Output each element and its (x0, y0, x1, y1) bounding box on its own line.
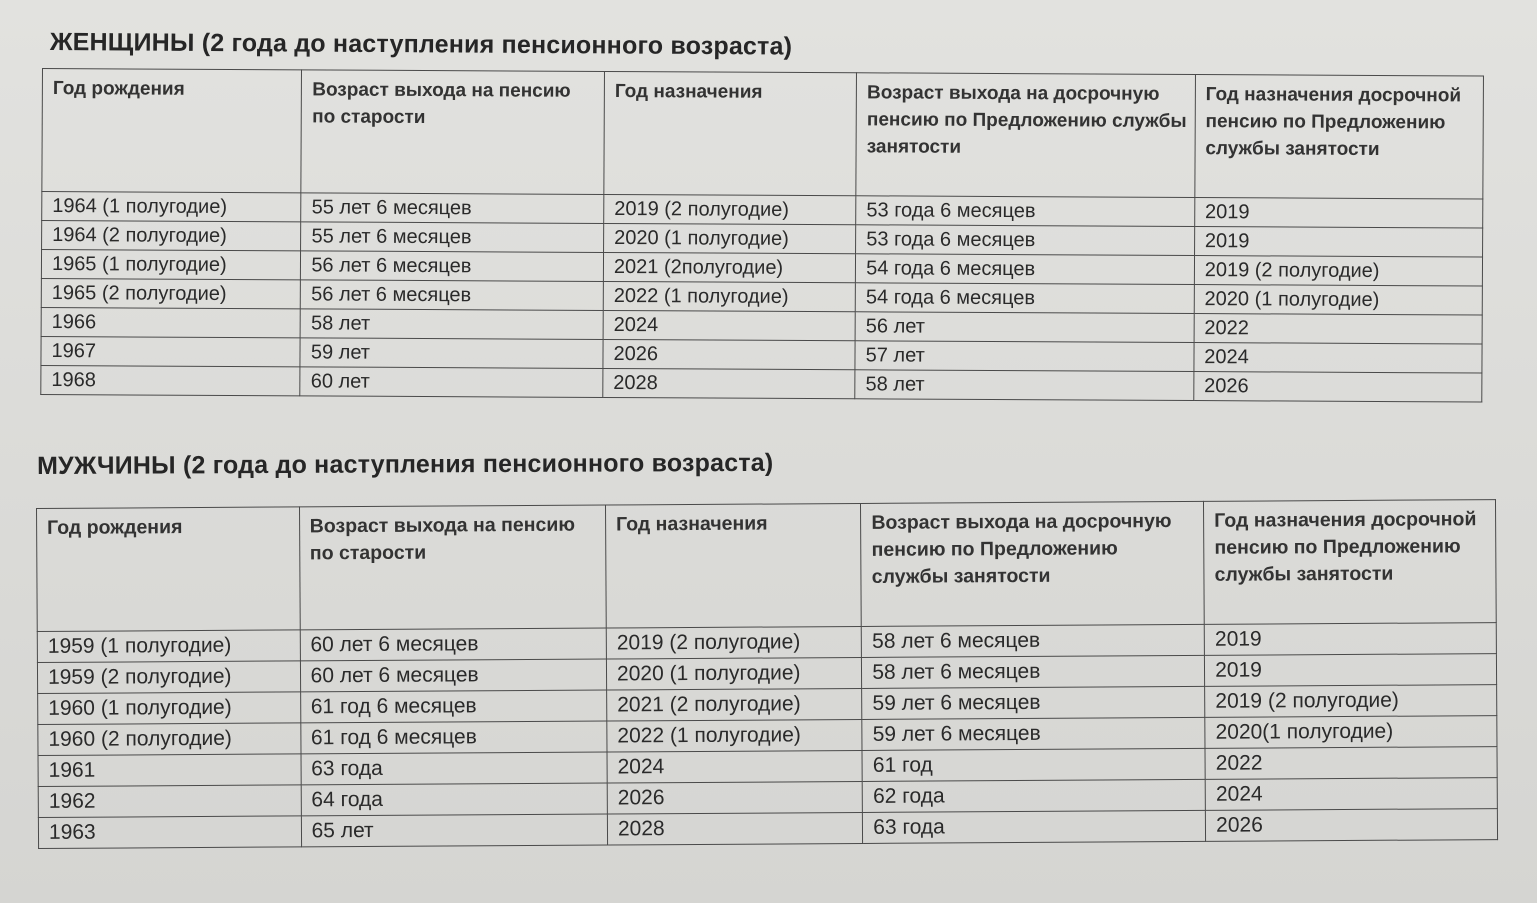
cell-early-retirement-age: 58 лет 6 месяцев (862, 655, 1205, 688)
cell-early-assignment-year: 2020(1 полугодие) (1205, 716, 1497, 749)
women-pension-table (40, 68, 1484, 403)
cell-retirement-age: 59 лет (300, 338, 603, 369)
cell-birth-year: 1959 (1 полугодие) (37, 630, 300, 663)
cell-retirement-age: 60 лет 6 месяцев (300, 659, 607, 692)
cell-early-retirement-age: 53 года 6 месяцев (856, 225, 1195, 256)
cell-early-assignment-year: 2024 (1194, 343, 1482, 374)
cell-early-retirement-age: 59 лет 6 месяцев (862, 686, 1205, 719)
cell-assignment-year: 2019 (2 полугодие) (606, 626, 861, 659)
cell-early-retirement-age: 59 лет 6 месяцев (862, 717, 1205, 750)
cell-early-retirement-age: 58 лет 6 месяцев (862, 624, 1205, 657)
cell-retirement-age: 64 года (301, 783, 608, 816)
cell-early-assignment-year: 2019 (2 полугодие) (1205, 685, 1497, 718)
cell-birth-year: 1966 (41, 307, 301, 337)
cell-early-retirement-age: 53 года 6 месяцев (856, 196, 1195, 227)
cell-retirement-age: 56 лет 6 месяцев (301, 251, 604, 282)
cell-early-assignment-year: 2019 (1205, 654, 1497, 687)
cell-birth-year: 1959 (2 полугодие) (37, 661, 300, 694)
cell-early-retirement-age: 58 лет (855, 370, 1194, 401)
cell-birth-year: 1964 (1 полугодие) (42, 192, 302, 222)
cell-early-assignment-year: 2026 (1194, 372, 1482, 403)
cell-birth-year: 1968 (41, 365, 301, 395)
cell-assignment-year: 2021 (2полугодие) (603, 252, 855, 282)
table-row (41, 365, 1482, 402)
cell-retirement-age: 56 лет 6 месяцев (301, 280, 604, 311)
cell-assignment-year: 2019 (2 полугодие) (604, 194, 856, 224)
cell-retirement-age: 61 год 6 месяцев (300, 721, 607, 754)
cell-early-retirement-age: 56 лет (855, 312, 1194, 343)
cell-assignment-year: 2026 (603, 339, 855, 369)
header-early-retirement-age: Возраст выхода на досрочную пенсию по Предложению службы занятости (861, 501, 1205, 626)
cell-assignment-year: 2022 (1 полугодие) (603, 281, 855, 311)
cell-early-assignment-year: 2019 (1204, 623, 1496, 656)
cell-retirement-age: 55 лет 6 месяцев (301, 193, 604, 224)
cell-birth-year: 1964 (2 полугодие) (42, 221, 302, 251)
cell-retirement-age: 58 лет (300, 309, 603, 340)
cell-birth-year: 1962 (38, 785, 301, 818)
cell-retirement-age: 60 лет (300, 367, 603, 398)
cell-early-assignment-year: 2024 (1205, 778, 1497, 811)
cell-assignment-year: 2020 (1 полугодие) (606, 657, 861, 690)
cell-early-assignment-year: 2019 (1194, 227, 1482, 258)
cell-birth-year: 1960 (2 полугодие) (38, 723, 301, 756)
cell-assignment-year: 2024 (607, 750, 862, 783)
header-assignment-year: Год назначения (604, 71, 857, 195)
cell-early-assignment-year: 2020 (1 полугодие) (1194, 285, 1482, 316)
cell-early-retirement-age: 61 год (862, 748, 1205, 781)
cell-retirement-age: 61 год 6 месяцев (300, 690, 607, 723)
cell-early-assignment-year: 2019 (2 полугодие) (1194, 256, 1482, 287)
cell-birth-year: 1967 (41, 336, 301, 366)
header-early-retirement-age: Возраст выхода на досрочную пенсию по Предложению службы занятости (856, 73, 1195, 198)
cell-assignment-year: 2022 (1 полугодие) (607, 719, 862, 752)
women-section-title: ЖЕНЩИНЫ (2 года до наступления пенсионного возраста) (49, 28, 793, 61)
cell-birth-year: 1965 (2 полугодие) (41, 278, 301, 308)
cell-early-retirement-age: 54 года 6 месяцев (856, 254, 1195, 285)
cell-early-retirement-age: 54 года 6 месяцев (855, 283, 1194, 314)
header-birth-year: Год рождения (42, 69, 302, 193)
header-birth-year: Год рождения (37, 507, 300, 632)
cell-assignment-year: 2028 (607, 812, 862, 845)
header-assignment-year: Год назначения (605, 503, 861, 628)
cell-early-assignment-year: 2019 (1194, 198, 1482, 229)
cell-retirement-age: 63 года (301, 752, 608, 785)
table-header-row (42, 69, 1484, 200)
cell-early-assignment-year: 2022 (1205, 747, 1497, 780)
header-early-assignment-year: Год назначения досрочной пенсию по Предложению службы занятости (1195, 75, 1484, 200)
cell-birth-year: 1963 (38, 816, 301, 849)
header-retirement-age: Возраст выхода на пенсию по старости (301, 70, 604, 195)
cell-birth-year: 1965 (1 полугодие) (41, 250, 301, 280)
cell-early-retirement-age: 63 года (863, 810, 1206, 843)
cell-early-assignment-year: 2026 (1206, 809, 1498, 842)
cell-early-retirement-age: 57 лет (855, 341, 1194, 372)
cell-retirement-age: 55 лет 6 месяцев (301, 222, 604, 253)
cell-assignment-year: 2021 (2 полугодие) (607, 688, 862, 721)
cell-assignment-year: 2028 (603, 368, 855, 398)
cell-assignment-year: 2026 (607, 781, 862, 814)
cell-early-retirement-age: 62 года (862, 779, 1205, 812)
cell-retirement-age: 60 лет 6 месяцев (300, 628, 607, 661)
header-retirement-age: Возраст выхода на пенсию по старости (299, 505, 606, 630)
cell-retirement-age: 65 лет (301, 814, 608, 847)
table-header-row (37, 500, 1497, 632)
cell-birth-year: 1961 (38, 754, 301, 787)
men-section-title: МУЖЧИНЫ (2 года до наступления пенсионного возраста) (37, 448, 774, 480)
cell-birth-year: 1960 (1 полугодие) (38, 692, 301, 725)
cell-assignment-year: 2020 (1 полугодие) (604, 223, 856, 253)
cell-early-assignment-year: 2022 (1194, 314, 1482, 345)
men-pension-table (36, 499, 1498, 849)
header-early-assignment-year: Год назначения досрочной пенсию по Предложению службы занятости (1204, 500, 1497, 625)
cell-assignment-year: 2024 (603, 310, 855, 340)
